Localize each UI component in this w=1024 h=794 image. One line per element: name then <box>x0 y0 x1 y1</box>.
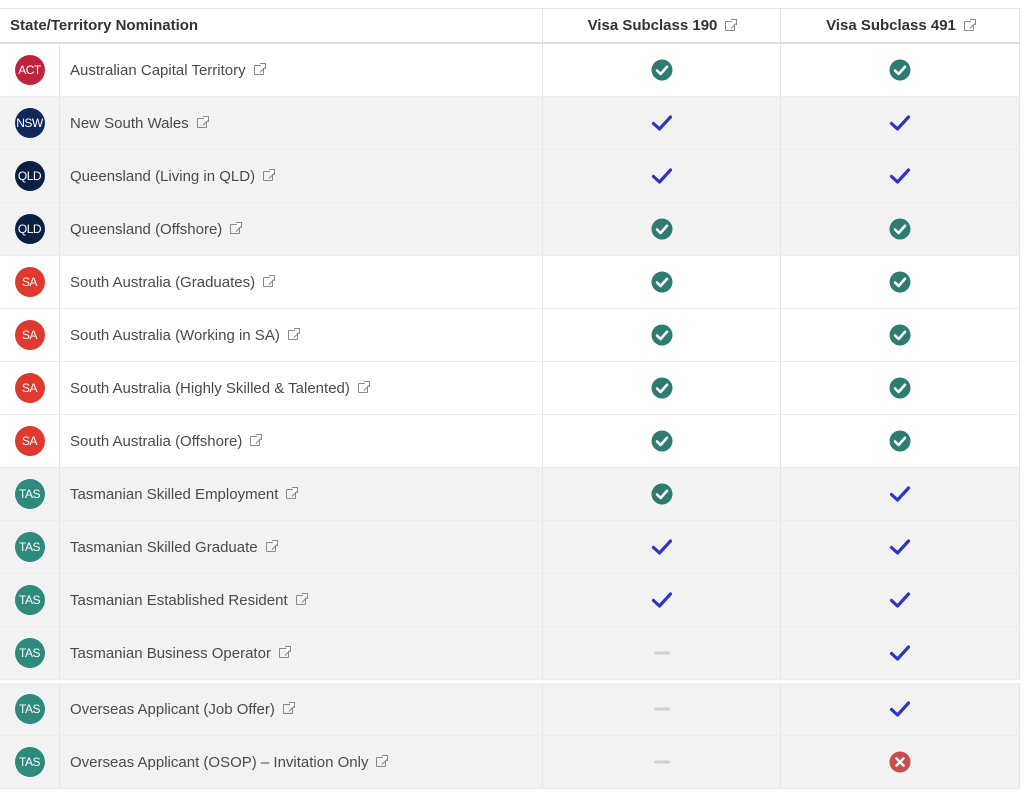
state-badge <box>15 108 45 138</box>
state-badge-label: TAS <box>19 593 40 607</box>
nomination-name[interactable]: Tasmanian Business Operator <box>70 644 271 662</box>
external-link-icon[interactable] <box>197 118 207 128</box>
external-link-icon[interactable] <box>230 224 240 234</box>
table-row <box>0 203 1020 256</box>
check-icon <box>889 591 911 609</box>
check-circle-icon <box>651 430 673 452</box>
badge-cell <box>0 468 60 520</box>
state-badge-label: TAS <box>19 487 40 501</box>
check-icon <box>651 167 673 185</box>
visa-491-status <box>781 683 1020 735</box>
badge-cell <box>0 150 60 202</box>
state-badge-label: SA <box>21 275 37 289</box>
check-icon <box>651 538 673 556</box>
nomination-link[interactable] <box>60 256 543 308</box>
state-badge-label: QLD <box>17 222 42 236</box>
table-row <box>0 309 1020 362</box>
nomination-link[interactable] <box>60 44 543 96</box>
state-badge <box>15 747 45 777</box>
check-circle-icon <box>889 324 911 346</box>
check-icon <box>889 700 911 718</box>
external-link-icon[interactable] <box>964 21 974 31</box>
visa-491-status <box>781 362 1020 414</box>
dash-icon <box>653 650 671 656</box>
visa-491-status <box>781 203 1020 255</box>
check-icon <box>889 644 911 662</box>
check-icon <box>651 591 673 609</box>
nomination-name[interactable]: Australian Capital Territory <box>70 61 246 79</box>
nomination-link[interactable] <box>60 574 543 626</box>
nomination-name[interactable]: South Australia (Working in SA) <box>70 326 280 344</box>
visa-190-status <box>543 736 781 788</box>
nomination-link[interactable] <box>60 150 543 202</box>
state-badge-label: NSW <box>16 116 43 130</box>
nomination-name[interactable]: South Australia (Offshore) <box>70 432 243 450</box>
table-row <box>0 468 1020 521</box>
visa-491-status <box>781 150 1020 202</box>
state-badge <box>15 638 45 668</box>
badge-cell <box>0 627 60 679</box>
badge-cell <box>0 736 60 788</box>
table-row <box>0 362 1020 415</box>
visa-190-status <box>543 256 781 308</box>
check-icon <box>889 167 911 185</box>
check-icon <box>889 538 911 556</box>
external-link-icon[interactable] <box>279 648 289 658</box>
nomination-link[interactable] <box>60 683 543 735</box>
visa-190-status <box>543 309 781 361</box>
visa-491-status <box>781 44 1020 96</box>
visa-491-status <box>781 574 1020 626</box>
visa-190-status <box>543 683 781 735</box>
nomination-link[interactable] <box>60 203 543 255</box>
nomination-link[interactable] <box>60 362 543 414</box>
check-circle-icon <box>889 271 911 293</box>
table-row <box>0 256 1020 309</box>
state-badge <box>15 694 45 724</box>
nomination-name[interactable]: South Australia (Highly Skilled & Talented) <box>70 379 350 397</box>
nomination-name[interactable]: Queensland (Offshore) <box>70 220 223 238</box>
badge-cell <box>0 309 60 361</box>
header-nomination <box>0 9 543 42</box>
nomination-link[interactable] <box>60 736 543 788</box>
table-row <box>0 97 1020 150</box>
external-link-icon[interactable] <box>296 595 306 605</box>
dash-icon <box>653 706 671 712</box>
badge-cell <box>0 574 60 626</box>
state-badge <box>15 55 45 85</box>
nomination-link[interactable] <box>60 627 543 679</box>
visa-190-status <box>543 362 781 414</box>
nomination-name[interactable]: Tasmanian Skilled Employment <box>70 485 279 503</box>
external-link-icon[interactable] <box>263 171 273 181</box>
badge-cell <box>0 97 60 149</box>
nomination-link[interactable] <box>60 468 543 520</box>
state-badge-label: TAS <box>19 646 40 660</box>
external-link-icon[interactable] <box>263 277 273 287</box>
visa-190-status <box>543 150 781 202</box>
header-visa-491-label[interactable]: Visa Subclass 491 <box>826 17 956 34</box>
nomination-link[interactable] <box>60 97 543 149</box>
table-row <box>0 150 1020 203</box>
table-row <box>0 415 1020 468</box>
state-badge-label: SA <box>21 434 37 448</box>
nomination-name[interactable]: Tasmanian Skilled Graduate <box>70 538 258 556</box>
visa-190-status <box>543 521 781 573</box>
visa-491-status <box>781 521 1020 573</box>
external-link-icon[interactable] <box>250 436 260 446</box>
nomination-name[interactable]: New South Wales <box>70 114 189 132</box>
nomination-name[interactable]: Overseas Applicant (Job Offer) <box>70 700 275 718</box>
external-link-icon[interactable] <box>283 704 293 714</box>
visa-491-status <box>781 627 1020 679</box>
header-visa-190-label[interactable]: Visa Subclass 190 <box>587 17 718 34</box>
badge-cell <box>0 683 60 735</box>
external-link-icon[interactable] <box>358 383 368 393</box>
check-circle-icon <box>889 377 911 399</box>
visa-190-status <box>543 203 781 255</box>
badge-cell <box>0 256 60 308</box>
check-circle-icon <box>651 483 673 505</box>
state-badge <box>15 267 45 297</box>
check-circle-icon <box>651 324 673 346</box>
check-circle-icon <box>889 430 911 452</box>
visa-190-status <box>543 574 781 626</box>
table-row <box>0 736 1020 789</box>
nomination-name[interactable]: Overseas Applicant (OSOP) – Invitation Only <box>70 753 369 771</box>
check-icon <box>889 485 911 503</box>
table-header <box>0 8 1020 44</box>
dash-icon <box>653 759 671 765</box>
check-circle-icon <box>651 377 673 399</box>
table-row <box>0 574 1020 627</box>
state-badge-label: SA <box>21 381 37 395</box>
visa-491-status <box>781 415 1020 467</box>
state-badge-label: QLD <box>17 169 42 183</box>
check-icon <box>651 114 673 132</box>
state-badge <box>15 373 45 403</box>
visa-190-status <box>543 415 781 467</box>
check-icon <box>889 114 911 132</box>
nomination-link[interactable] <box>60 521 543 573</box>
table-row <box>0 683 1020 736</box>
cross-circle-icon <box>889 751 911 773</box>
state-badge <box>15 532 45 562</box>
check-circle-icon <box>651 59 673 81</box>
external-link-icon[interactable] <box>376 757 386 767</box>
visa-491-status <box>781 736 1020 788</box>
visa-491-status <box>781 256 1020 308</box>
visa-491-status <box>781 468 1020 520</box>
check-circle-icon <box>889 59 911 81</box>
check-circle-icon <box>651 218 673 240</box>
badge-cell <box>0 521 60 573</box>
table-row <box>0 627 1020 680</box>
badge-cell <box>0 203 60 255</box>
visa-491-status <box>781 309 1020 361</box>
state-badge <box>15 585 45 615</box>
external-link-icon[interactable] <box>288 330 298 340</box>
table-row <box>0 44 1020 97</box>
visa-190-status <box>543 468 781 520</box>
header-visa-491[interactable] <box>781 9 1020 42</box>
visa-491-status <box>781 97 1020 149</box>
badge-cell <box>0 44 60 96</box>
header-visa-190[interactable] <box>543 9 781 42</box>
state-badge-label: SA <box>21 328 37 342</box>
visa-190-status <box>543 44 781 96</box>
nomination-name[interactable]: Queensland (Living in QLD) <box>70 167 256 185</box>
state-badge <box>15 214 45 244</box>
visa-190-status <box>543 627 781 679</box>
state-badge-label: TAS <box>19 755 40 769</box>
state-badge <box>15 320 45 350</box>
badge-cell <box>0 415 60 467</box>
state-badge <box>15 426 45 456</box>
nomination-link[interactable] <box>60 415 543 467</box>
external-link-icon[interactable] <box>266 542 276 552</box>
nomination-name[interactable]: South Australia (Graduates) <box>70 273 256 291</box>
table-row <box>0 521 1020 574</box>
external-link-icon[interactable] <box>286 489 296 499</box>
nomination-name[interactable]: Tasmanian Established Resident <box>70 591 288 609</box>
badge-cell <box>0 362 60 414</box>
check-circle-icon <box>889 218 911 240</box>
external-link-icon[interactable] <box>254 65 264 75</box>
state-badge <box>15 161 45 191</box>
external-link-icon[interactable] <box>725 21 735 31</box>
state-badge <box>15 479 45 509</box>
check-circle-icon <box>651 271 673 293</box>
nomination-link[interactable] <box>60 309 543 361</box>
state-badge-label: TAS <box>19 702 40 716</box>
header-nomination-label: State/Territory Nomination <box>10 17 199 34</box>
state-badge-label: ACT <box>18 63 41 77</box>
state-badge-label: TAS <box>19 540 40 554</box>
visa-190-status <box>543 97 781 149</box>
